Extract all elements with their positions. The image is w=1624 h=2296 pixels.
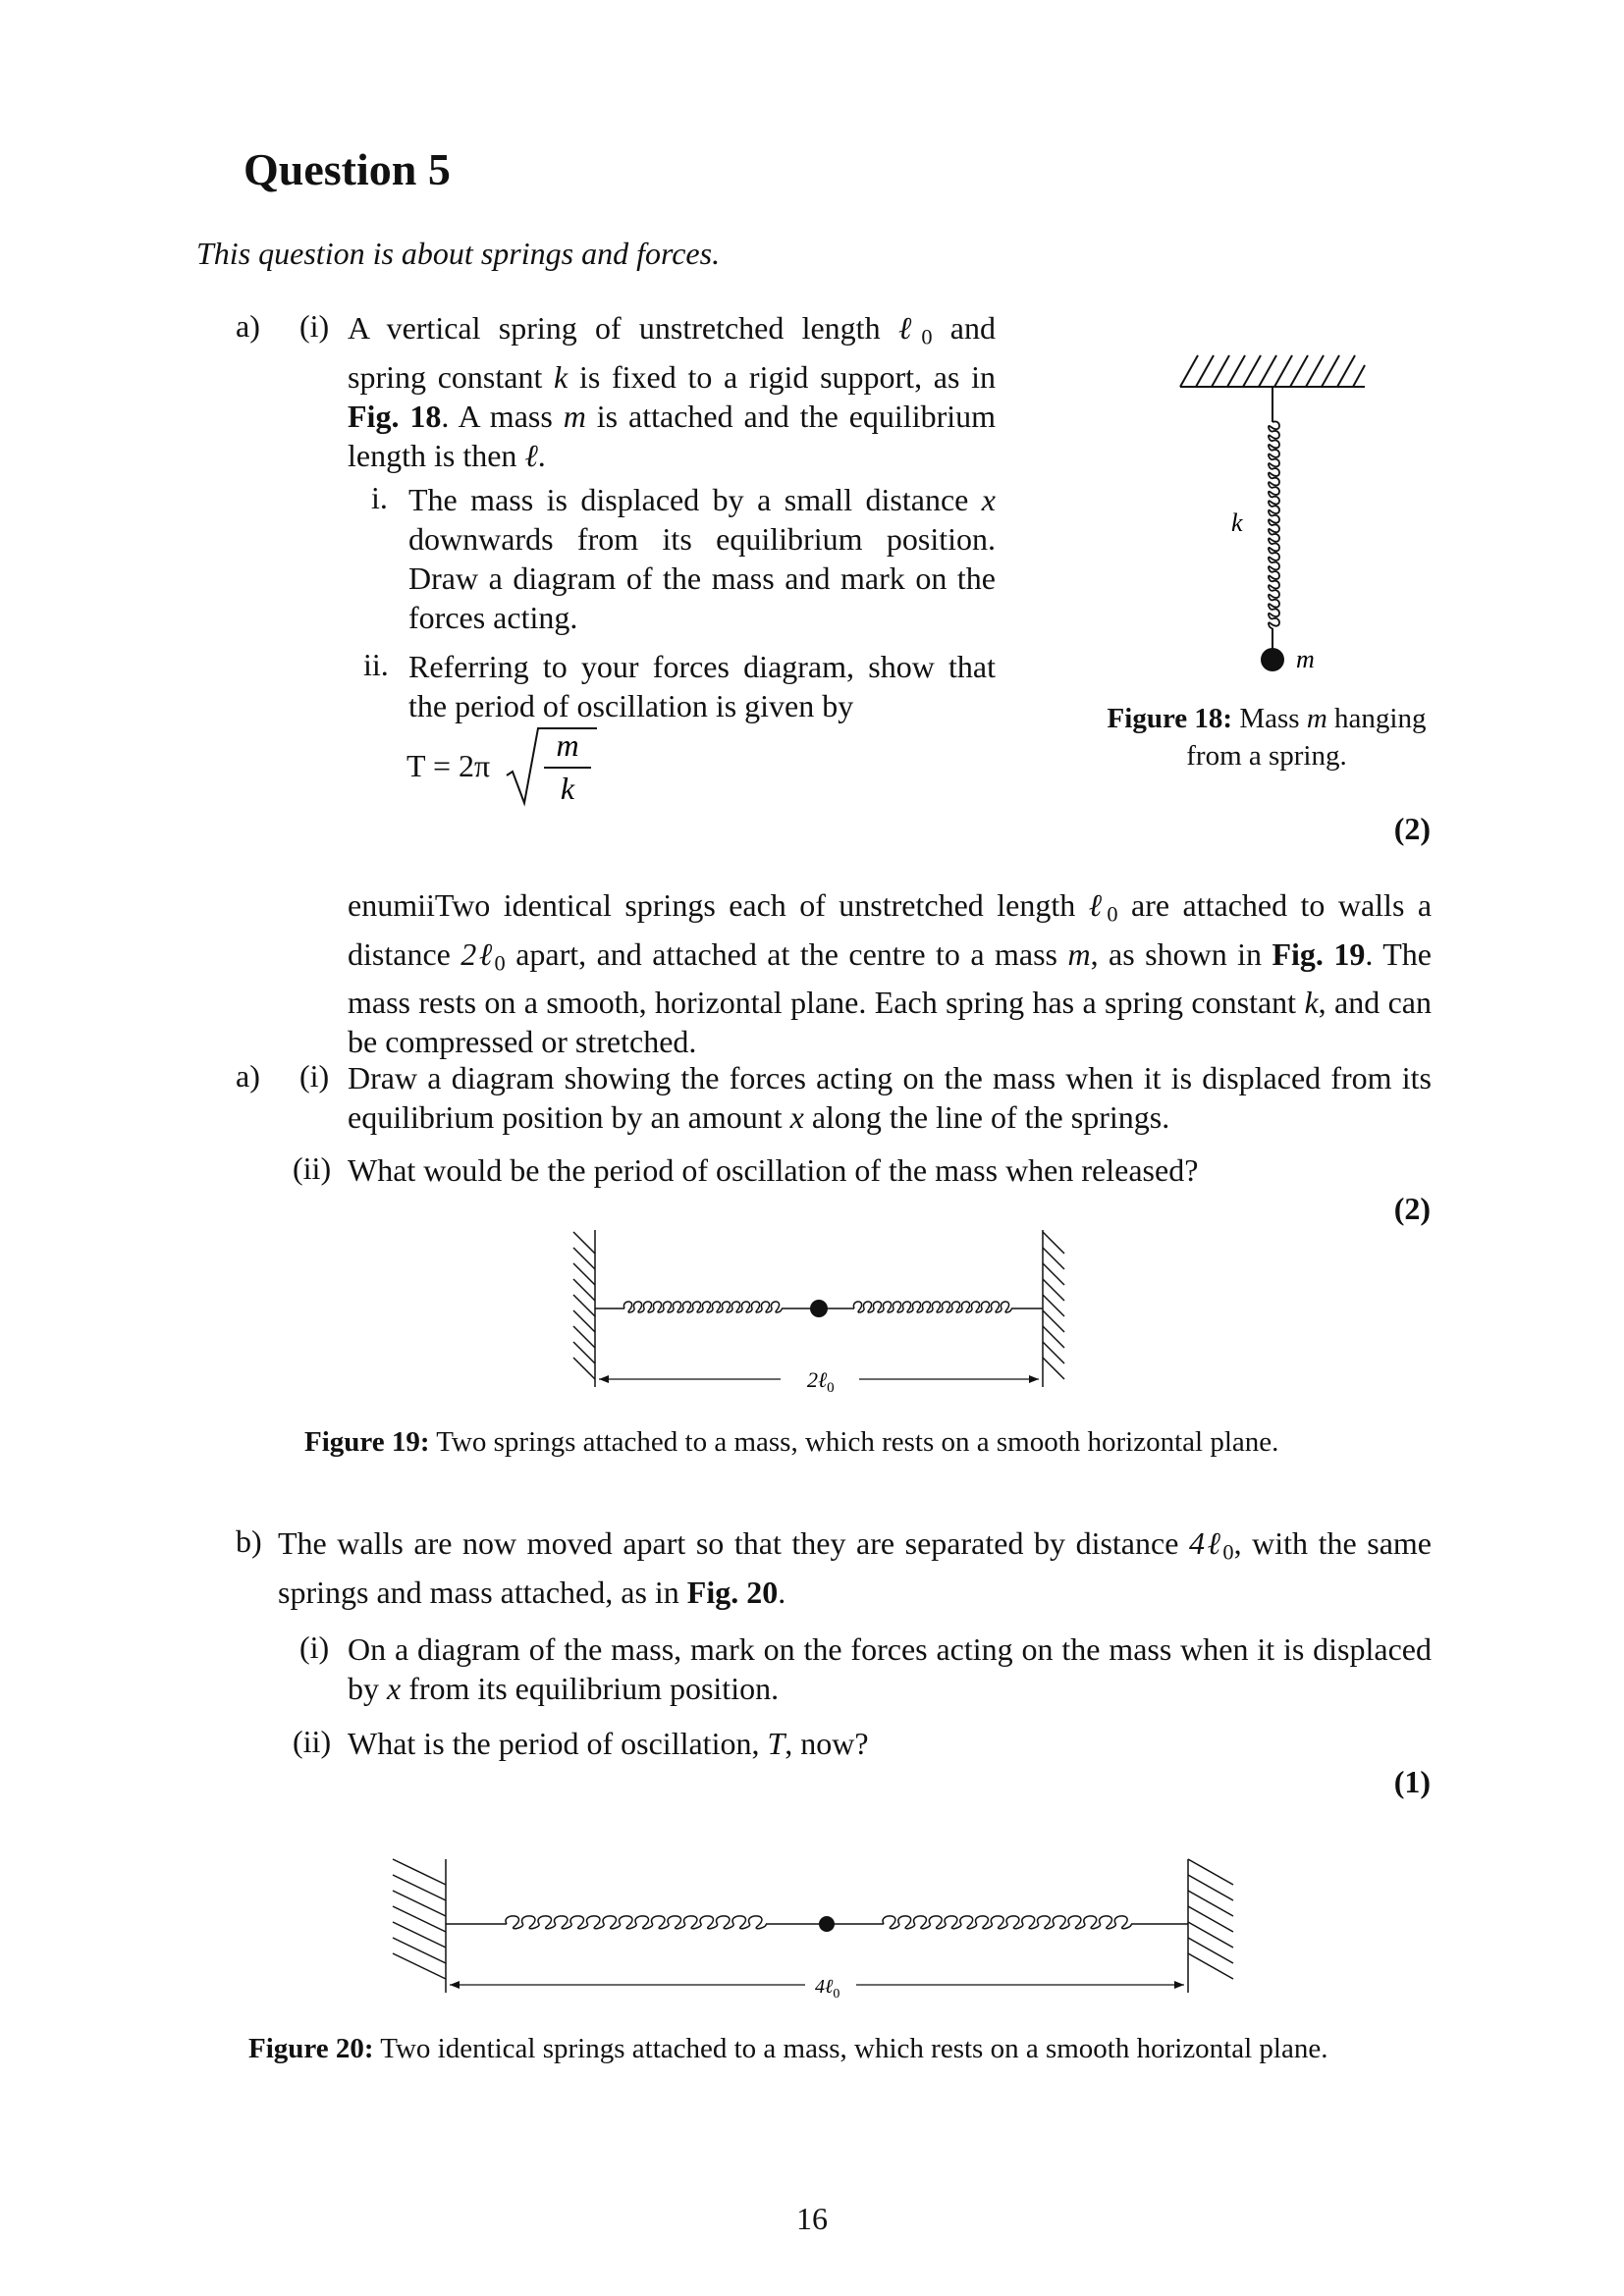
fig20-reference: Fig. 20 <box>686 1574 779 1610</box>
part-b-marks: (1) <box>1393 1764 1431 1799</box>
mass-m-label: m <box>1296 645 1315 673</box>
left-spring-20 <box>506 1916 766 1929</box>
hanging-mass <box>1261 648 1284 671</box>
sub-i-label: i. <box>371 480 388 515</box>
part-a2-marks: (2) <box>1393 1191 1431 1226</box>
figure-19-caption: Figure 19: Two springs attached to a mass, which rests on a smooth horizontal plane. <box>304 1426 1279 1458</box>
part-b-label: b) <box>236 1523 262 1559</box>
two-springs-paragraph: enumiiTwo identical springs each of unstretched length ℓ$_0$ are attached to walls a distance 2ℓ$_0$ apart, and attached at the centre to a mass m, as shown in Fig. 19. The mass rests on a smooth, horizontal plane. Each spring has a spring constant k, and can be compressed or stretched. <box>348 887 1433 1060</box>
formula-denominator: k <box>560 771 575 806</box>
part-b-i-label: (i) <box>299 1629 330 1665</box>
left-spring <box>623 1302 782 1312</box>
left-wall-hatch <box>573 1232 595 1379</box>
sub-ii-label: ii. <box>363 647 389 682</box>
vertical-spring <box>1269 421 1279 628</box>
part-b-text: The walls are now moved apart so that they are separated by distance 4ℓ$_0$, with the same springs and mass attached, as in Fig. 20. <box>278 1525 1433 1610</box>
right-spring-20 <box>883 1916 1131 1929</box>
mass-fig20 <box>819 1916 835 1932</box>
right-wall-hatch <box>1043 1232 1064 1379</box>
part-a-marks: (2) <box>1393 811 1431 846</box>
left-wall-hatch-20 <box>393 1859 446 1979</box>
part-b-i-text: On a diagram of the mass, mark on the forces acting on the mass when it is displaced by x from its equilibrium position. <box>348 1631 1432 1706</box>
part-a2-label: a) <box>236 1058 260 1094</box>
part-a2-i-label: (i) <box>299 1058 330 1094</box>
ceiling-hatch <box>1180 355 1365 387</box>
dimension-4l0-label: 4ℓ$_0$ <box>815 1976 840 2002</box>
spring-k-label: k <box>1231 508 1243 537</box>
part-a-i-text: A vertical spring of unstretched length ℓ$_0$ and spring constant k is fixed to a rigid support, as in Fig. 18. A mass m is attached and the equilibrium length is then ℓ. <box>348 310 997 473</box>
part-a-label: a) <box>236 308 260 344</box>
part-b-ii-label: (ii) <box>293 1724 332 1759</box>
part-a-i-label: (i) <box>299 308 330 344</box>
period-formula-lhs: T = 2π <box>406 748 491 783</box>
fig18-reference: Fig. 18 <box>348 398 442 434</box>
right-spring <box>853 1302 1011 1312</box>
figure-20-caption: Figure 20: Two identical springs attached to a mass, which rests on a smooth horizontal plane. <box>248 2033 1328 2064</box>
fig19-reference: Fig. 19 <box>1272 935 1366 972</box>
part-a2-i-text: Draw a diagram showing the forces acting on the mass when it is displaced from its equilibrium position by an amount x along the line of the springs. <box>348 1060 1432 1135</box>
page-number: 16 <box>796 2201 828 2236</box>
sub-ii-text: Referring to your forces diagram, show that the period of oscillation is given by <box>408 649 996 723</box>
part-b-ii-text: What is the period of oscillation, T, now? <box>348 1726 869 1761</box>
question-intro: This question is about springs and forces. <box>196 236 721 271</box>
sub-i-text: The mass is displaced by a small distance x downwards from its equilibrium position. Draw a diagram of the mass and mark on the forces acting. <box>408 482 996 635</box>
figure-18-diagram <box>1159 344 1375 682</box>
right-wall-hatch-20 <box>1188 1859 1233 1979</box>
figure-18-caption: Figure 18: Mass m hanging from a spring. <box>1107 703 1427 772</box>
part-a2-ii-text: What would be the period of oscillation of the mass when released? <box>348 1152 1199 1188</box>
dimension-2l0-label: 2ℓ$_0$ <box>807 1367 835 1394</box>
figure-20-diagram <box>383 1845 1247 2002</box>
question-heading: Question 5 <box>244 144 451 194</box>
formula-numerator: m <box>556 727 579 763</box>
period-formula-sqrt <box>503 724 601 809</box>
figure-19-diagram <box>560 1222 1080 1394</box>
part-a2-ii-label: (ii) <box>293 1150 332 1186</box>
